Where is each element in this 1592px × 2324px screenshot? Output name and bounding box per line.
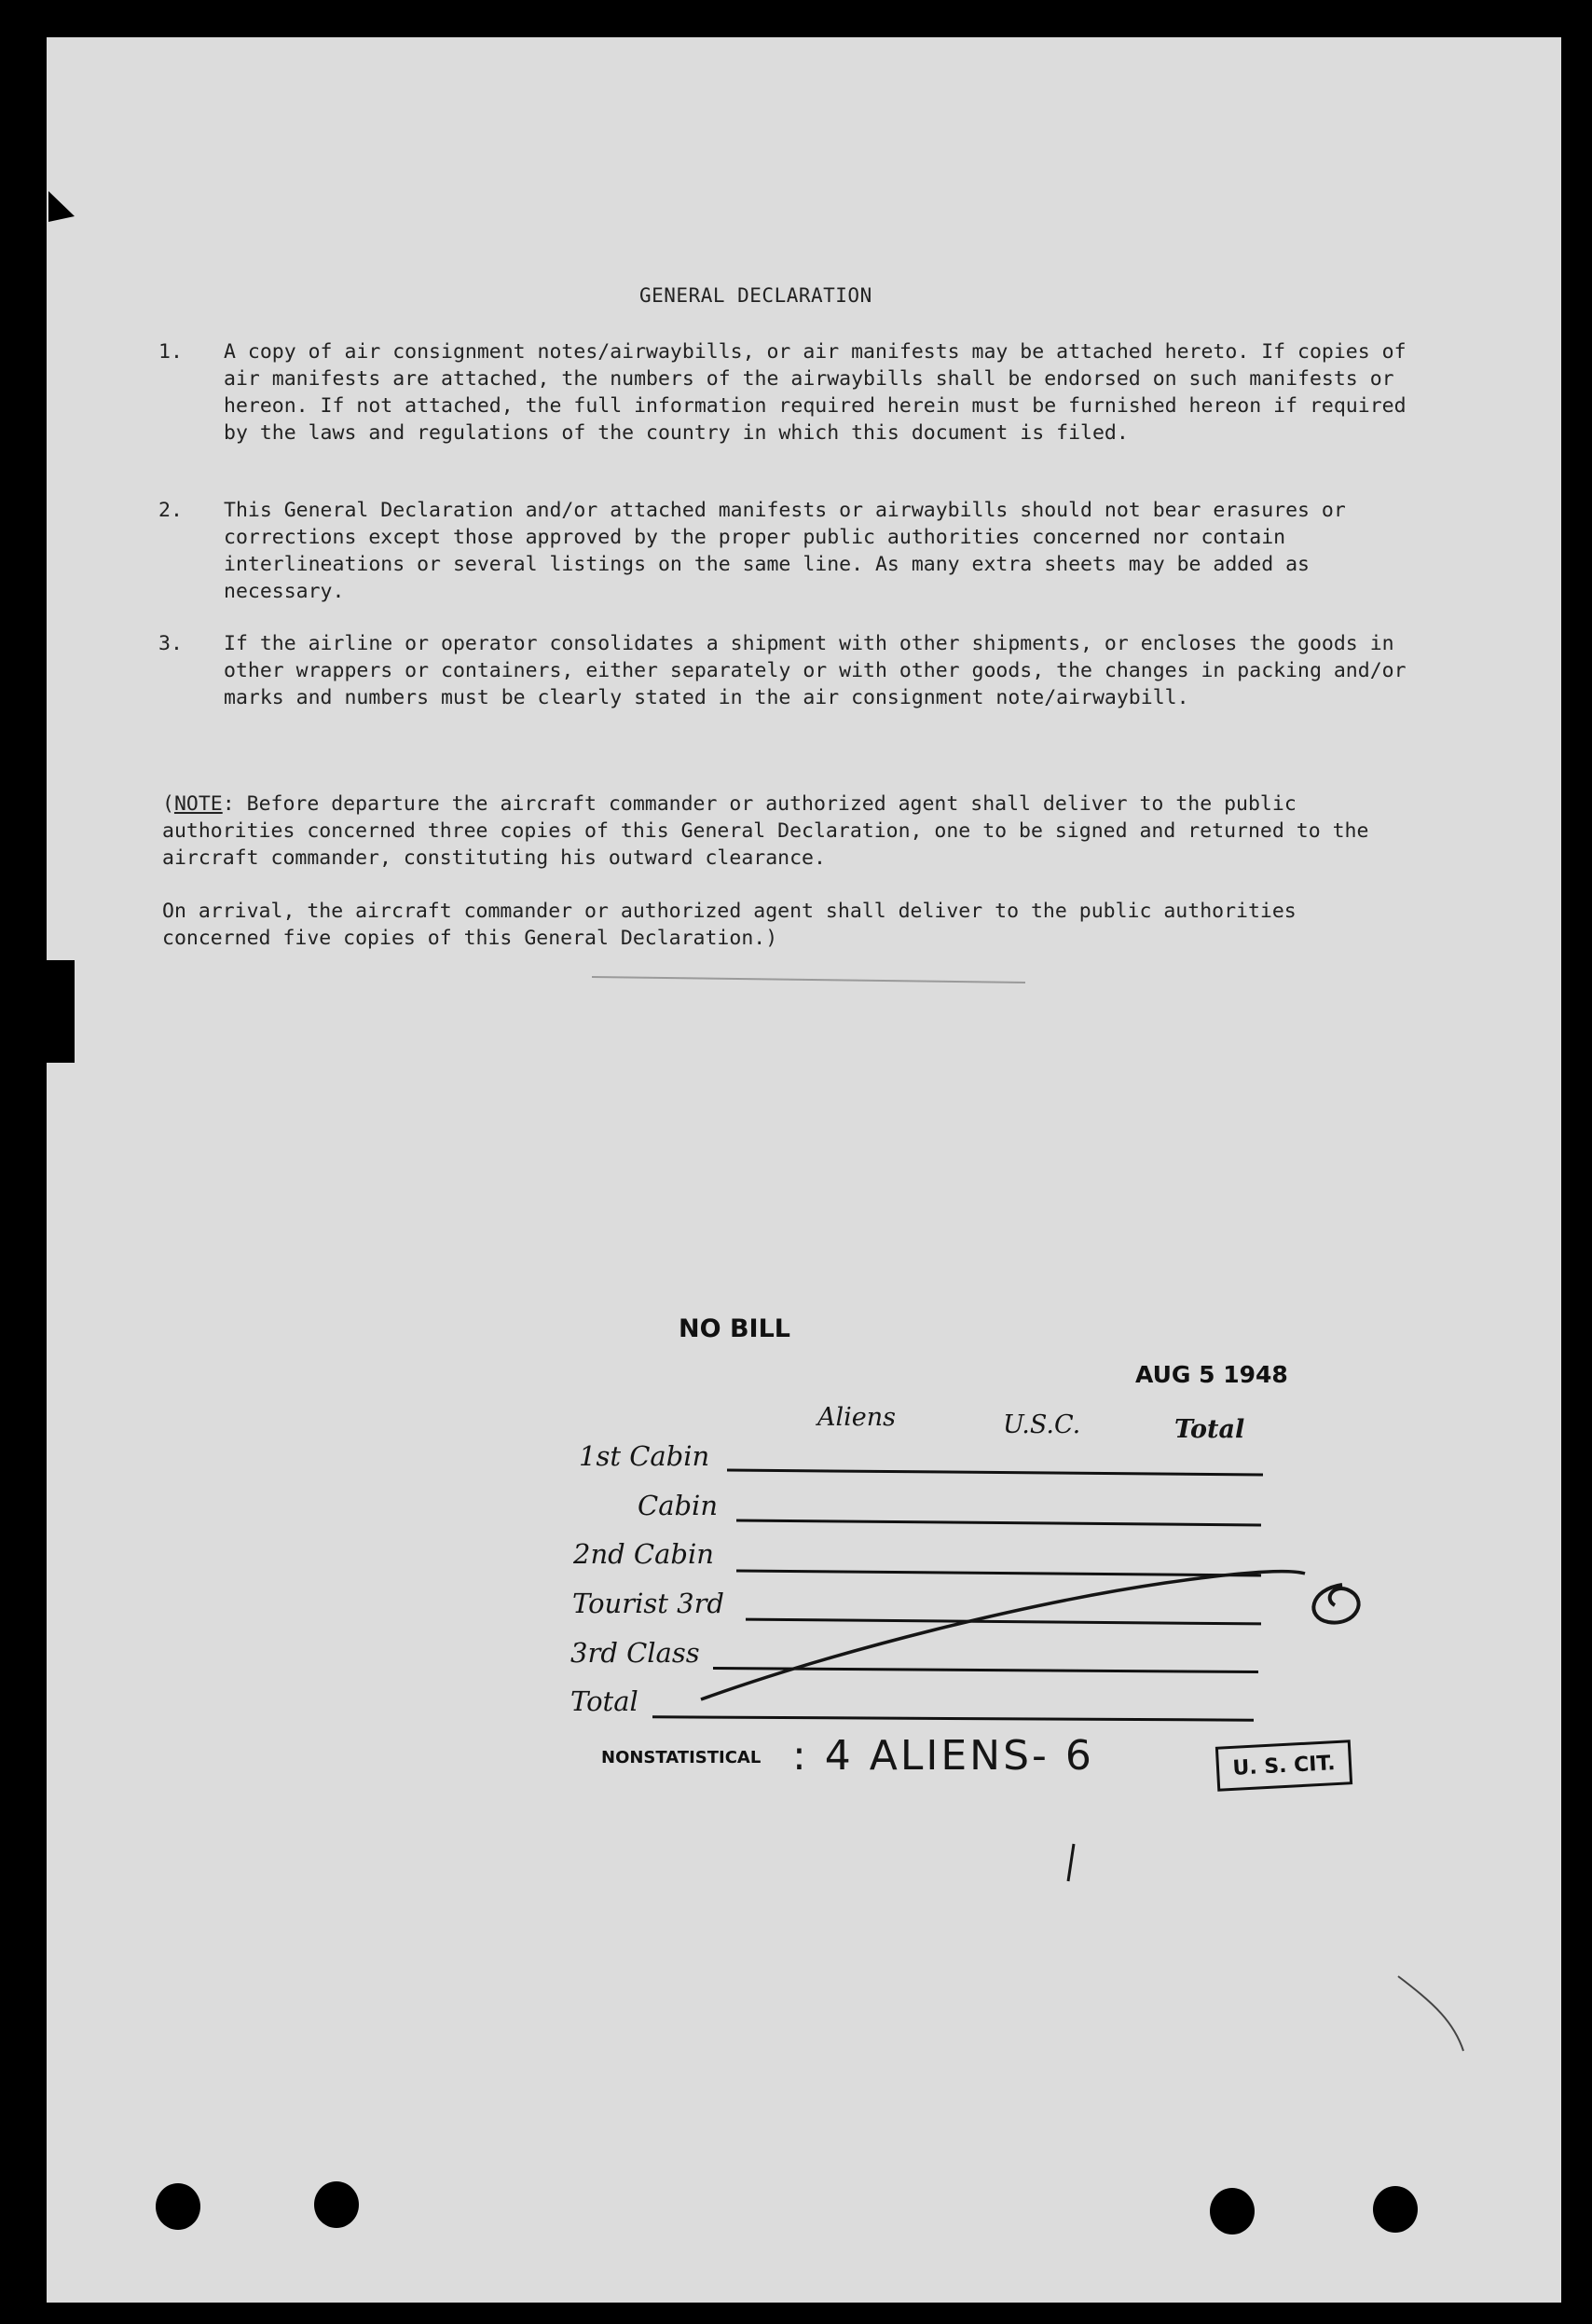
row-3rd-class: 3rd Class [570,1637,700,1669]
row-tourist-3rd: Tourist 3rd [572,1588,724,1619]
row-2nd-cabin: 2nd Cabin [573,1538,714,1570]
date-stamp: AUG 5 1948 [1135,1361,1288,1388]
item-text: This General Declaration and/or attached manifests or airwaybills should not bear erasures or corrections except those approved by the proper public authorities concerned nor contain interlineations or several listings on the same line. As many extra sheets may be added as necessary. [224,499,1346,603]
punch-hole [156,2183,200,2230]
handwritten-alien-count: : 4 ALIENS- 6 [792,1732,1094,1780]
note-text: : Before departure the aircraft commander or authorized agent shall deliver to the public authorities concerned three copies of this General Declaration, one to be signed and returned to the aircraft commander, constituting his outward clearance. [162,792,1369,870]
nonstatistical-label: NONSTATISTICAL [601,1748,762,1767]
note-label: NOTE [173,792,223,816]
us-cit-stamp: U. S. CIT. [1215,1740,1352,1792]
small-pen-stroke [1068,1844,1074,1881]
row-cabin: Cabin [638,1490,718,1521]
column-total: Total [1174,1415,1245,1444]
document-title: GENERAL DECLARATION [639,284,872,307]
torn-corner-mark [48,191,75,222]
item-number: 2. [158,499,183,522]
punch-hole [314,2181,359,2228]
punch-hole [1210,2188,1255,2235]
column-aliens: Aliens [817,1403,896,1432]
row-total: Total [570,1685,638,1717]
item-text: A copy of air consignment notes/airwaybills, or air manifests may be attached hereto. If copies of air manifests are attached, the numbers of the airwaybills shall be endorsed on such manifests or hereon. If not attached, the full information required herein must be furnished hereon if required by the laws and regulations of the country in which this document is filed. [224,340,1407,445]
faint-pen-stroke [1398,1976,1463,2051]
item-number: 1. [158,340,183,364]
diagonal-pen-stroke [701,1572,1305,1699]
arrival-paragraph: On arrival, the aircraft commander or authorized agent shall deliver to the public authorities concerned five copies of this General Declaration.) [162,900,1297,950]
note-open-paren: ( [162,792,174,816]
no-bill-stamp: NO BILL [679,1314,790,1343]
column-usc: U.S.C. [1003,1410,1081,1439]
circled-pen-mark [1313,1585,1358,1623]
punch-hole [1373,2186,1418,2233]
edge-tear-mark [47,960,75,1063]
row-1st-cabin: 1st Cabin [579,1440,710,1472]
faint-rule [592,977,1025,983]
item-text: If the airline or operator consolidates a shipment with other shipments, or encloses the goods in other wrappers or containers, either separately or with other goods, the changes in packing and/or marks and numbers must be clearly stated in the air consignment note/airwaybill. [224,632,1407,709]
item-number: 3. [158,632,183,655]
